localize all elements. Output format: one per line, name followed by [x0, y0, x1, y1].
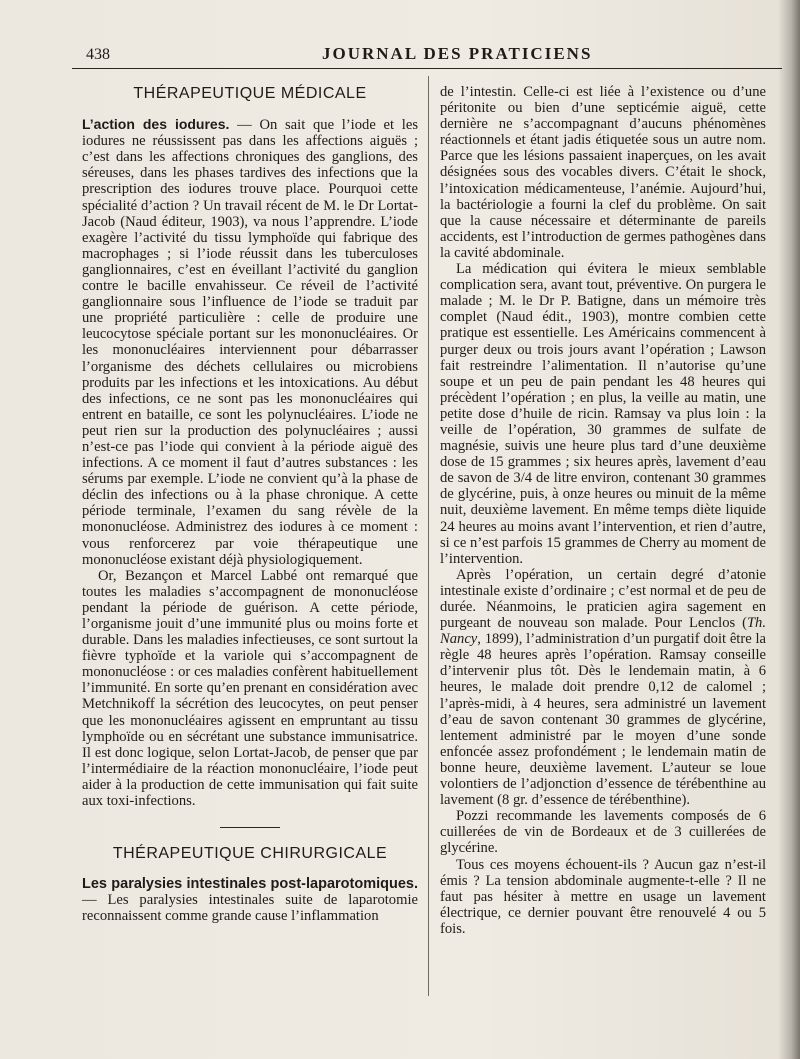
left-column [82, 84, 418, 925]
right-paragraph-2: La médication qui évitera le mieux semblable complication sera, avant tout, préventive. On purgera le malade ; M. le Dr P. Batigne, dans un mémoire très complet (Naud édit., 1903), montre combien cette pratique est essentielle. Les Américains commencent à purger deux ou trois jours avant l’opération ; Lawson fait restreindre l’alimentation. Il n’autorise qu’une soupe et un peu de pain pendant les 48 heures qui précèdent l’opération ; en plus, la veille au matin, une petite dose d’huile de ricin. Ramsay va plus loin : la veille de l’opération, 30 grammes de sulfate de magnésie, suivis une heure plus tard d’une deuxième dose de 15 grammes ; six heures après, lavement d’eau de savon de 3/4 de litre environ, contenant 30 grammes de glycérine, puis, à onze heures ou minuit de la même nuit, deuxième lavement. En même temps diète liquide 24 heures au moins avant l’intervention, et rien d’autre, si ce n’est parfois 15 grammes de Cherry au moment de l’intervention. [440, 261, 766, 567]
right-paragraph-1: de l’intestin. Celle-ci est liée à l’existence ou d’une péritonite ou bien d’une septicémie aiguë, cette dernière ne s’accompagnant d’aucuns phénomènes réactionnels et étant jadis étiquetée sous un autre nom. Parce que les lésions passaient inaperçues, on les avait désignées sous des vocables divers. C’était le shock, l’intoxication médicamenteuse, l’anémie. Aujourd’hui, la bactériologie a fourni la clef du problème. On sait que la cause nécessaire et déterminante de pareils accidents, est l’introduction de germes pathogènes dans la cavité abdominale. [440, 84, 766, 261]
right-paragraph-3-part-a: Après l’opération, un certain degré d’atonie intestinale existe d’ordinaire ; c’est normal et de peu de durée. Néanmoins, le praticien agira sagement en purgeant de nouveau son malade. Pour Lenclos ( [440, 566, 766, 632]
article-paralysies-title: Les paralysies intestinales post-laparotomiques. [82, 876, 418, 893]
article-paralysies-text-1: — Les paralysies intestinales suite de laparotomie reconnaissent comme grande cause l’inflammation [82, 892, 418, 925]
column-divider [428, 76, 429, 996]
section-separator-rule [220, 827, 280, 828]
journal-title: JOURNAL DES PRATICIENS [322, 44, 593, 63]
section-title-medicale: THÉRAPEUTIQUE MÉDICALE [133, 85, 367, 102]
article-iodures-paragraph-1 [82, 116, 418, 568]
article-paralysies-paragraph-1 [82, 876, 418, 924]
article-iodures-paragraph-2: Or, Bezançon et Marcel Labbé ont remarqué que toutes les maladies s’accompagnent de mononucléose pendant la période de guérison. A cette période, l’organisme jouit d’une immunité plus ou moins forte et durable. Dans les maladies infectieuses, ce sont surtout la fièvre typhoïde et la variole qui s’accompagnent de mononucléose : or ces maladies confèrent habituellement l’immunité. En sorte qu’en prenant en considération avec Metchnikoff la sécrétion des leucocytes, on peut penser que les mononucléaires agissent en empruntant au tissu lymphoïde ou en sécrétant une substance immunisatrice. Il est donc logique, selon Lortat-Jacob, de penser que par l’intermédiaire de la réaction mononucléaire, l’iode peut aider à la production de cette immunisation qui fait suite aux toxi-infections. [82, 567, 418, 810]
article-iodures-text-1: — On sait que l’iode et les iodures ne réussissent pas dans les affections aiguës ; c’est dans les affections chroniques des ganglions, des séreuses, dans les phases tardives des infections que la prescription des iodures trouve place. Pourquoi cette spécialité d’action ? Un travail récent de M. le Dr Lortat-Jacob (Naud éditeur, 1903), va nous l’apprendre. L’iode exagère l’activité du tissu lymphoïde qui fabrique des macrophages ; si l’iode réussit dans les tuberculoses ganglionnaires, c’est en éveillant l’activité du ganglion contre le bacille envahisseur. Ce réveil de l’activité ganglionnaire sous l’influence de l’iode se traduit par une propriété particulière : celle de produire une leucocytose spéciale portant sur les mononucléaires. Or les mononucléaires interviennent pour débarrasser l’organisme des déchets cellulaires ou microbiens produits par les infections et les intoxications. Au début des infections, ce ne sont pas les mononucléaires qui entrent en bataille, ce sont les polynucléaires. L’iode ne peut rien sur la production des polynucléaires ; aussi n’est-ce pas l’iode qui convient à la période aiguë des infections. A ce moment il faut d’autres substances : les sérums par exemple. L’iode ne convient qu’à la phase de déclin des infections ou à la phase chronique. A cette période terminale, l’examen du sang révèle de la mononucléose. Administrez des iodures à ce moment : vous renforcerez par voie thérapeutique une mononucléose existant déjà physiologiquement. [82, 117, 418, 568]
binding-edge-shadow [778, 0, 800, 1059]
right-paragraph-3-italic: Th. Nancy [440, 615, 766, 648]
right-paragraph-4: Pozzi recommande les lavements composés de 6 cuillerées de vin de Bordeaux et de 3 cuillerées de glycérine. [440, 808, 766, 857]
page-number: 438 [86, 46, 110, 63]
article-iodures-title: L’action des iodures. [82, 116, 230, 133]
right-column [440, 84, 766, 937]
right-paragraph-3 [440, 567, 766, 808]
right-paragraph-3-part-b: , 1899), l’administration d’un purgatif doit être la règle 48 heures après l’opération. Ramsay conseille d’intervenir plus tôt. Dès le lendemain matin, à 6 heures, le malade doit prendre 0,12 de calomel ; l’après-midi, à 4 heures, sera administré un lavement d’eau de savon contenant 30 grammes de glycérine, lentement administré par le moyen d’une sonde enfoncée assez profondément ; le lendemain matin de bonne heure, deuxième lavement. L’auteur se loue volontiers de l’adjonction d’essence de térébenthine au lavement (8 gr. d’essence de térébenthine). [440, 631, 766, 809]
right-paragraph-5: Tous ces moyens échouent-ils ? Aucun gaz n’est-il émis ? La tension abdominale augmente-t-elle ? Il ne faut pas hésiter à mettre en usage un lavement électrique, ce dernier pouvant être renouvelé 4 ou 5 fois. [440, 856, 766, 937]
page-header [72, 40, 782, 69]
section-title-chirurgicale: THÉRAPEUTIQUE CHIRURGICALE [112, 845, 388, 863]
